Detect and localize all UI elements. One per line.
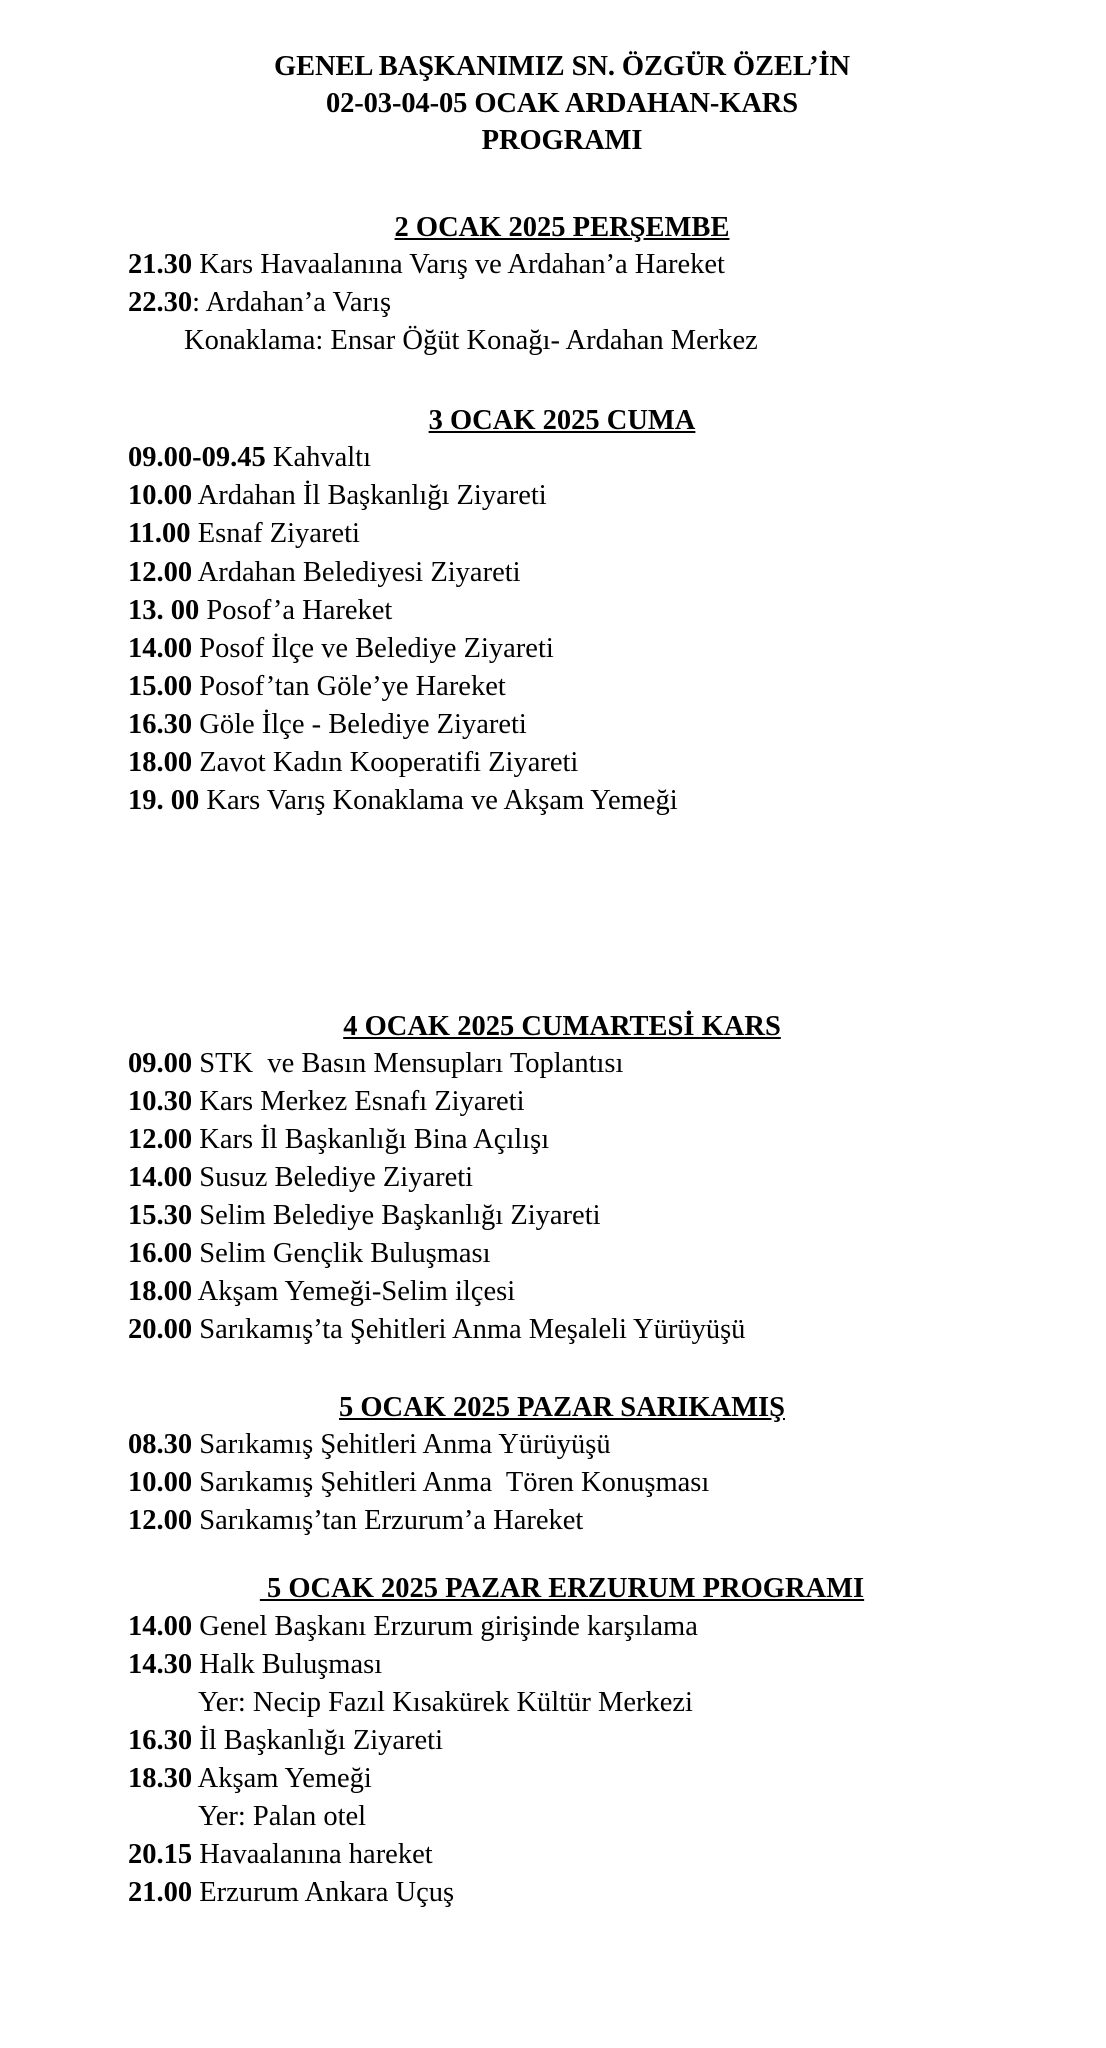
entry-description: Yer: Necip Fazıl Kısakürek Kültür Merkezi — [198, 1686, 693, 1718]
entry-description: Sarıkamış’ta Şehitleri Anma Meşaleli Yürüyüşü — [192, 1314, 746, 1346]
entry-time: 10.30 — [128, 1085, 193, 1117]
entry-description: Selim Gençlik Buluşması — [192, 1238, 491, 1270]
entry-description: STK ve Basın Mensupları Toplantısı — [192, 1047, 624, 1079]
entry-time: 10.00 — [128, 1467, 193, 1499]
section-heading: 5 OCAK 2025 PAZAR ERZURUM PROGRAMI — [259, 1573, 865, 1605]
schedule-entry — [128, 1836, 996, 1874]
entry-time: 12.00 — [128, 1505, 193, 1537]
entry-description: Posof’tan Göle’ye Hareket — [192, 670, 506, 702]
schedule-entry — [128, 1464, 996, 1502]
schedule-entry — [128, 1311, 996, 1349]
entry-time: 12.00 — [128, 1123, 193, 1155]
entry-description: Yer: Palan otel — [198, 1800, 367, 1832]
entry-time: 22.30 — [128, 287, 193, 319]
entry-description: Susuz Belediye Ziyareti — [192, 1162, 474, 1194]
entry-description: Akşam Yemeği — [192, 1762, 372, 1794]
schedule-entry — [128, 477, 996, 515]
entry-description: Posof İlçe ve Belediye Ziyareti — [192, 632, 554, 664]
schedule-entry — [128, 1608, 996, 1646]
entry-description: Genel Başkanı Erzurum girişinde karşılama — [192, 1610, 698, 1642]
entry-time: 16.00 — [128, 1238, 193, 1270]
entry-description: Kars İl Başkanlığı Bina Açılışı — [192, 1123, 550, 1155]
entry-time: 18.30 — [128, 1762, 193, 1794]
entry-time: 14.30 — [128, 1648, 193, 1680]
entry-time: 16.30 — [128, 708, 193, 740]
entry-description: Esnaf Ziyareti — [190, 518, 360, 550]
schedule-entry — [128, 1159, 996, 1197]
entry-time: 15.00 — [128, 670, 193, 702]
entry-description: Sarıkamış Şehitleri Anma Tören Konuşması — [192, 1467, 710, 1499]
schedule-entry — [128, 1273, 996, 1311]
section-heading: 3 OCAK 2025 CUMA — [428, 405, 696, 437]
section-spacer — [128, 360, 996, 402]
schedule-entry — [128, 782, 996, 820]
section-spacer — [128, 820, 996, 1008]
program-sections — [128, 163, 996, 1912]
entry-description: Göle İlçe - Belediye Ziyareti — [192, 708, 527, 740]
schedule-entry — [128, 668, 996, 706]
program-section — [128, 1008, 996, 1349]
schedule-entry — [128, 1502, 996, 1540]
section-heading: 4 OCAK 2025 CUMARTESİ KARS — [343, 1010, 781, 1042]
entry-description: : Ardahan’a Varış — [192, 287, 392, 319]
entry-description: Havaalanına hareket — [192, 1838, 433, 1870]
schedule-entry — [128, 554, 996, 592]
entry-description: Sarıkamış Şehitleri Anma Yürüyüşü — [192, 1429, 611, 1461]
section-heading: 5 OCAK 2025 PAZAR SARIKAMIŞ — [339, 1392, 785, 1424]
schedule-entry — [128, 515, 996, 553]
entry-time: 14.00 — [128, 1610, 193, 1642]
schedule-entry — [128, 322, 996, 360]
schedule-entry — [128, 1646, 996, 1684]
entry-description: İl Başkanlığı Ziyareti — [192, 1724, 444, 1756]
entry-time: 21.30 — [128, 249, 193, 281]
entry-description: Zavot Kadın Kooperatifi Ziyareti — [192, 746, 579, 778]
schedule-entry — [128, 1083, 996, 1121]
entry-time: 12.00 — [128, 556, 193, 588]
entry-time: 20.15 — [128, 1838, 193, 1870]
document-title — [128, 48, 996, 159]
entry-description: Ardahan Belediyesi Ziyareti — [192, 556, 521, 588]
document-title-line-3: PROGRAMI — [481, 125, 643, 157]
section-spacer — [128, 163, 996, 209]
schedule-entry — [128, 246, 996, 284]
document-title-line-1: GENEL BAŞKANIMIZ SN. ÖZGÜR ÖZEL’İN — [274, 51, 850, 82]
entry-description: Sarıkamış’tan Erzurum’a Hareket — [192, 1505, 584, 1537]
entry-description: Posof’a Hareket — [199, 594, 393, 626]
entry-description: Selim Belediye Başkanlığı Ziyareti — [192, 1200, 601, 1232]
section-spacer — [128, 1349, 996, 1389]
entry-time: 18.00 — [128, 1276, 193, 1308]
entry-time: 14.00 — [128, 1162, 193, 1194]
schedule-entry — [128, 1045, 996, 1083]
document-title-line-2: 02-03-04-05 OCAK ARDAHAN-KARS — [325, 88, 799, 120]
entry-time: 15.30 — [128, 1200, 193, 1232]
section-heading: 2 OCAK 2025 PERŞEMBE — [394, 212, 730, 244]
entry-time: 10.00 — [128, 480, 193, 512]
entry-time: 08.30 — [128, 1429, 193, 1461]
entry-description: Akşam Yemeği-Selim ilçesi — [192, 1276, 516, 1308]
entry-description: Halk Buluşması — [192, 1648, 383, 1680]
schedule-entry — [128, 439, 996, 477]
schedule-entry — [128, 284, 996, 322]
schedule-entry — [128, 1874, 996, 1912]
program-section — [128, 1389, 996, 1540]
program-section — [128, 209, 996, 360]
entry-time: 13. 00 — [128, 594, 200, 626]
entry-time: 19. 00 — [128, 784, 200, 816]
entry-time: 18.00 — [128, 746, 193, 778]
schedule-entry — [128, 592, 996, 630]
entry-time: 16.30 — [128, 1724, 193, 1756]
entry-time: 20.00 — [128, 1314, 193, 1346]
schedule-entry — [128, 744, 996, 782]
section-spacer — [128, 1540, 996, 1570]
schedule-entry — [128, 1197, 996, 1235]
entry-description: Erzurum Ankara Uçuş — [192, 1876, 455, 1908]
schedule-entry — [128, 1426, 996, 1464]
schedule-entry — [128, 630, 996, 668]
schedule-entry — [128, 1798, 996, 1836]
schedule-entry — [128, 1121, 996, 1159]
schedule-entry — [128, 1760, 996, 1798]
entry-description: Ardahan İl Başkanlığı Ziyareti — [192, 480, 547, 512]
entry-description: Kars Varış Konaklama ve Akşam Yemeği — [199, 784, 678, 816]
entry-description: Kars Merkez Esnafı Ziyareti — [192, 1085, 525, 1117]
entry-time: 11.00 — [128, 518, 191, 550]
entry-time: 21.00 — [128, 1876, 193, 1908]
schedule-entry — [128, 1722, 996, 1760]
entry-description: Kahvaltı — [265, 442, 372, 474]
schedule-entry — [128, 1235, 996, 1273]
entry-time: 09.00-09.45 — [128, 442, 266, 474]
program-section — [128, 1570, 996, 1911]
entry-time: 14.00 — [128, 632, 193, 664]
entry-description: Kars Havaalanına Varış ve Ardahan’a Hareket — [192, 249, 725, 281]
schedule-entry — [128, 1684, 996, 1722]
program-section — [128, 402, 996, 820]
entry-description: Konaklama: Ensar Öğüt Konağı- Ardahan Merkez — [184, 325, 758, 357]
entry-time: 09.00 — [128, 1047, 193, 1079]
schedule-entry — [128, 706, 996, 744]
